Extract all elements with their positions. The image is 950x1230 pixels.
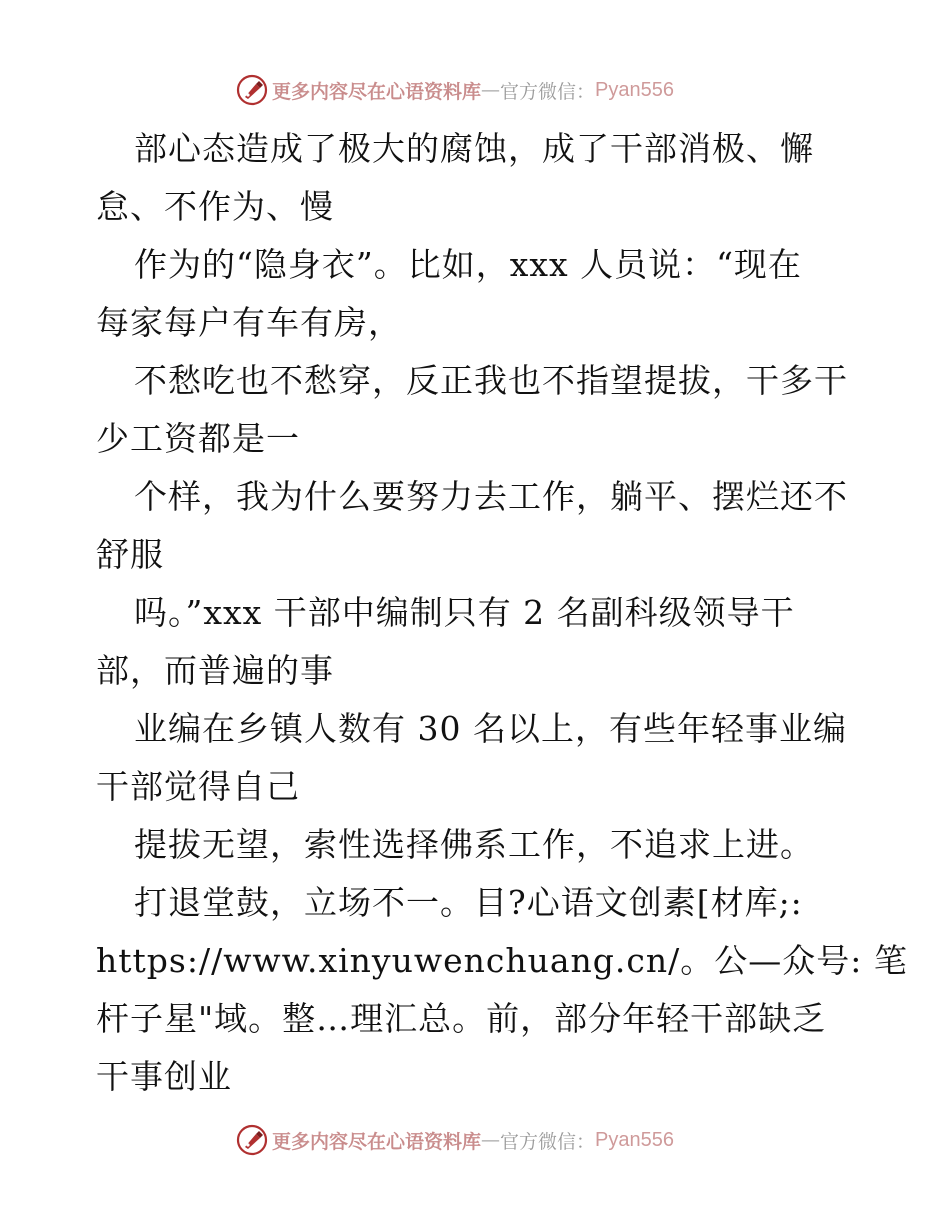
header-wechat-id: Pyan556	[595, 78, 674, 101]
text-line: 打退堂鼓，立场不一。目?心语文创素[材库;:	[134, 883, 803, 922]
footer-wechat-id: Pyan556	[595, 1128, 674, 1151]
text-line: 杆子星"域。整…理汇总。前，部分年轻干部缺乏	[96, 999, 827, 1038]
text-line: 干事创业	[96, 1057, 232, 1096]
text-line: 每家每户有车有房，	[96, 303, 402, 342]
text-line: 不愁吃也不愁穿，反正我也不指望提拔，干多干	[134, 361, 848, 400]
footer-wechat-label: 官方微信：	[500, 1130, 596, 1153]
text-line: 作为的“隐身衣”。比如，xxx 人员说：“现在	[134, 245, 802, 284]
text-line: 个样，我为什么要努力去工作，躺平、摆烂还不	[134, 477, 848, 516]
text-line: 少工资都是一	[96, 419, 300, 458]
footer-brand: 更多内容尽在心语资料库	[272, 1130, 482, 1153]
header-banner-inner	[236, 70, 674, 110]
text-line: 舒服	[96, 535, 164, 574]
text-line: 部心态造成了极大的腐蚀，成了干部消极、懈	[134, 129, 814, 168]
pen-nib-logo-icon	[236, 1124, 268, 1156]
header-brand: 更多内容尽在心语资料库	[272, 80, 482, 103]
header-wechat-label: 官方微信：	[500, 80, 596, 103]
footer-banner-inner	[236, 1120, 674, 1160]
text-line: 吗。”xxx 干部中编制只有 2 名副科级领导干	[134, 593, 795, 632]
text-line-url: https://www.xinyuwenchuang.cn/。公—众号: 笔	[96, 941, 908, 980]
footer-banner	[0, 1120, 950, 1160]
text-line: 部，而普遍的事	[96, 651, 334, 690]
footer-dash: —	[481, 1129, 501, 1151]
pen-nib-logo-icon	[236, 74, 268, 106]
text-line: 业编在乡镇人数有 30 名以上，有些年轻事业编	[134, 709, 847, 748]
header-banner	[0, 70, 950, 110]
header-dash: —	[481, 79, 501, 101]
text-line: 提拔无望，索性选择佛系工作，不追求上进。	[134, 825, 814, 864]
text-line: 怠、不作为、慢	[96, 187, 334, 226]
text-line: 干部觉得自己	[96, 767, 300, 806]
